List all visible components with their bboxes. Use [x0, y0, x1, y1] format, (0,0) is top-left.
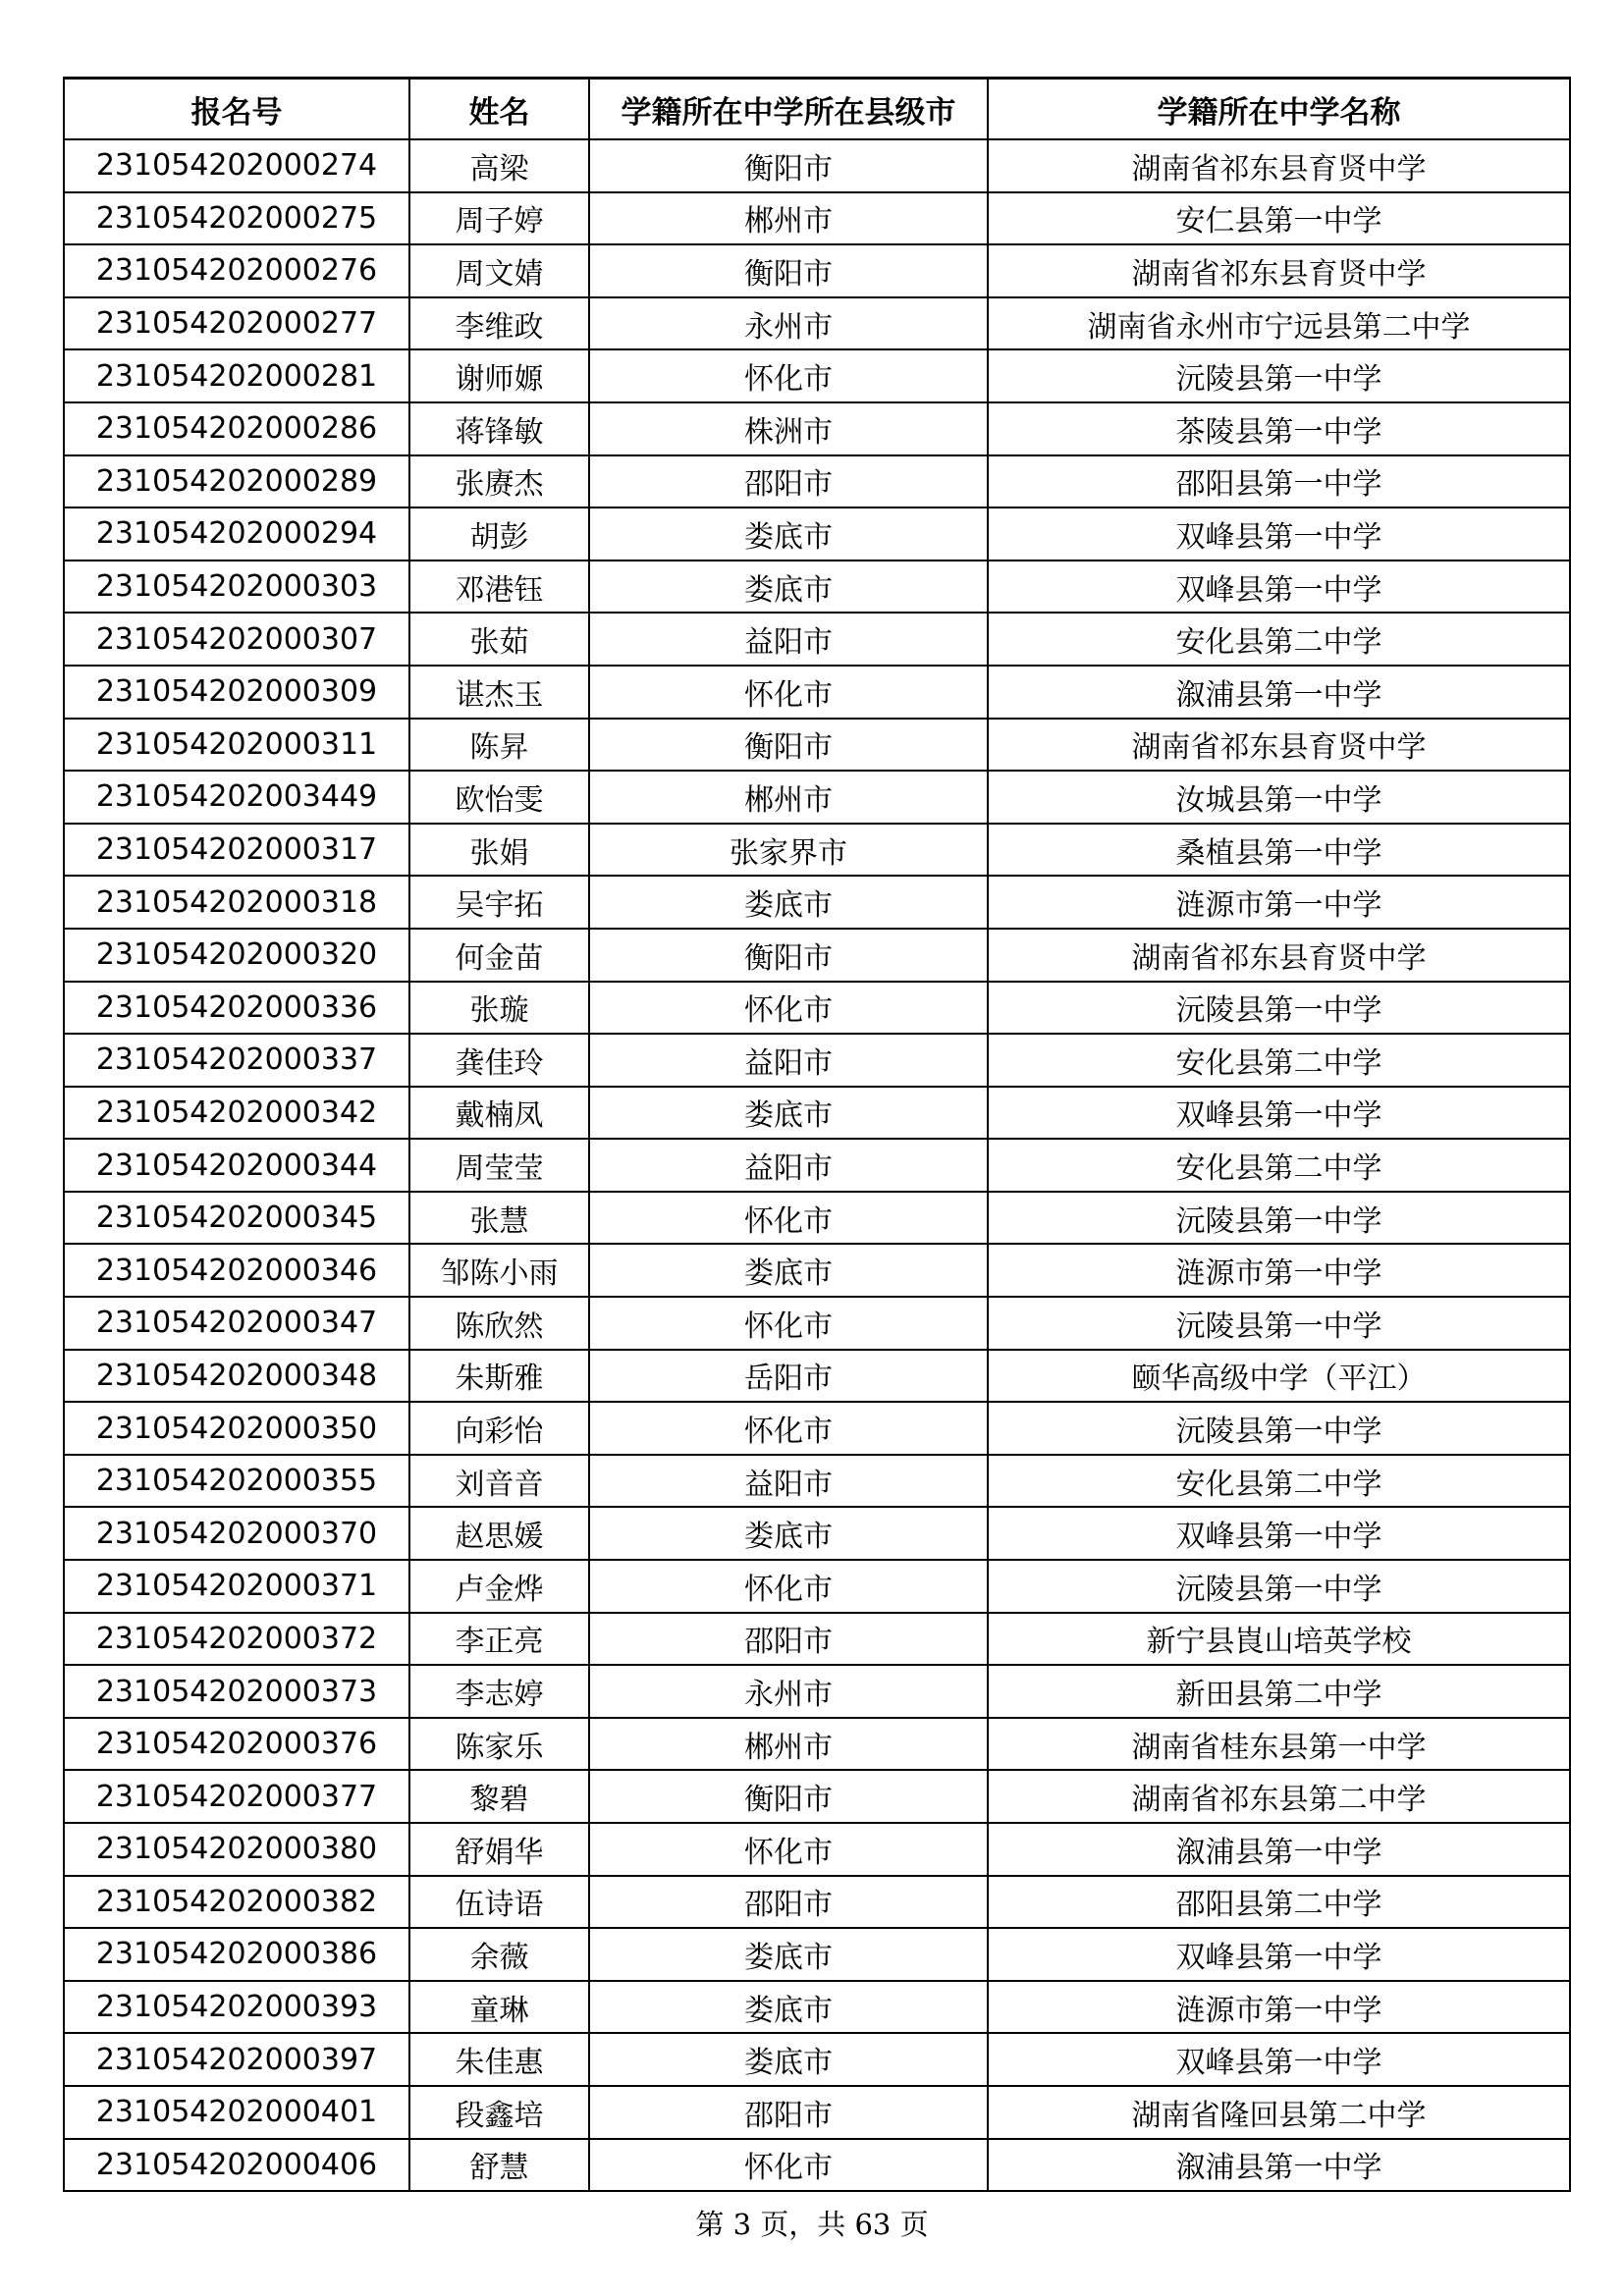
- school-name-cell: 安化县第二中学: [988, 1139, 1570, 1192]
- table-row: [64, 982, 1570, 1035]
- student-name-cell: 胡彭: [409, 507, 589, 561]
- student-name-cell: 何金苗: [409, 929, 589, 982]
- registration-number-cell: 231054202003449: [64, 771, 409, 824]
- student-name-cell: 李维政: [409, 297, 589, 350]
- student-name-cell: 谌杰玉: [409, 666, 589, 719]
- county-city-cell: 娄底市: [589, 561, 988, 614]
- header-registration-number: 报名号: [64, 79, 409, 140]
- student-name-cell: 陈欣然: [409, 1297, 589, 1350]
- school-name-cell: 沅陵县第一中学: [988, 1560, 1570, 1613]
- registration-number-cell: 231054202000377: [64, 1770, 409, 1823]
- registration-number-cell: 231054202000320: [64, 929, 409, 982]
- school-name-cell: 双峰县第一中学: [988, 1507, 1570, 1560]
- registration-number-cell: 231054202000350: [64, 1402, 409, 1455]
- school-name-cell: 邵阳县第一中学: [988, 455, 1570, 508]
- county-city-cell: 娄底市: [589, 1928, 988, 1981]
- county-city-cell: 怀化市: [589, 982, 988, 1035]
- table-row: [64, 1455, 1570, 1508]
- registration-number-cell: 231054202000376: [64, 1718, 409, 1771]
- registration-number-cell: 231054202000275: [64, 192, 409, 245]
- registration-number-cell: 231054202000346: [64, 1244, 409, 1297]
- table-row: [64, 402, 1570, 455]
- registration-number-cell: 231054202000355: [64, 1455, 409, 1508]
- county-city-cell: 益阳市: [589, 1034, 988, 1087]
- school-name-cell: 涟源市第一中学: [988, 1981, 1570, 2034]
- county-city-cell: 郴州市: [589, 1718, 988, 1771]
- county-city-cell: 衡阳市: [589, 929, 988, 982]
- school-name-cell: 湖南省桂东县第一中学: [988, 1718, 1570, 1771]
- table-row: [64, 1718, 1570, 1771]
- table-row: [64, 507, 1570, 561]
- table-row: [64, 1507, 1570, 1560]
- school-name-cell: 桑植县第一中学: [988, 824, 1570, 877]
- registration-number-cell: 231054202000401: [64, 2086, 409, 2139]
- school-name-cell: 湖南省祁东县育贤中学: [988, 139, 1570, 192]
- table-row: [64, 613, 1570, 666]
- student-name-cell: 欧怡雯: [409, 771, 589, 824]
- table-row: [64, 1402, 1570, 1455]
- county-city-cell: 娄底市: [589, 507, 988, 561]
- county-city-cell: 怀化市: [589, 2139, 988, 2192]
- student-name-cell: 张娟: [409, 824, 589, 877]
- table-row: [64, 929, 1570, 982]
- student-name-cell: 朱斯雅: [409, 1350, 589, 1403]
- registration-number-cell: 231054202000336: [64, 982, 409, 1035]
- registration-number-cell: 231054202000276: [64, 244, 409, 297]
- county-city-cell: 邵阳市: [589, 455, 988, 508]
- registration-number-cell: 231054202000289: [64, 455, 409, 508]
- student-name-cell: 蒋锋敏: [409, 402, 589, 455]
- county-city-cell: 益阳市: [589, 1455, 988, 1508]
- school-name-cell: 涟源市第一中学: [988, 876, 1570, 929]
- school-name-cell: 沅陵县第一中学: [988, 1297, 1570, 1350]
- county-city-cell: 邵阳市: [589, 1613, 988, 1666]
- county-city-cell: 株洲市: [589, 402, 988, 455]
- county-city-cell: 衡阳市: [589, 139, 988, 192]
- registration-number-cell: 231054202000281: [64, 349, 409, 402]
- registration-number-cell: 231054202000393: [64, 1981, 409, 2034]
- county-city-cell: 娄底市: [589, 876, 988, 929]
- registration-number-cell: 231054202000370: [64, 1507, 409, 1560]
- county-city-cell: 衡阳市: [589, 719, 988, 772]
- student-name-cell: 舒慧: [409, 2139, 589, 2192]
- registration-number-cell: 231054202000277: [64, 297, 409, 350]
- student-name-cell: 张慧: [409, 1192, 589, 1245]
- table-row: [64, 2086, 1570, 2139]
- table-row: [64, 719, 1570, 772]
- school-name-cell: 安化县第二中学: [988, 1034, 1570, 1087]
- student-name-cell: 张赓杰: [409, 455, 589, 508]
- school-name-cell: 安化县第二中学: [988, 613, 1570, 666]
- school-name-cell: 安仁县第一中学: [988, 192, 1570, 245]
- registration-number-cell: 231054202000337: [64, 1034, 409, 1087]
- table-row: [64, 1770, 1570, 1823]
- registration-number-cell: 231054202000318: [64, 876, 409, 929]
- table-row: [64, 1560, 1570, 1613]
- registration-number-cell: 231054202000303: [64, 561, 409, 614]
- table-row: [64, 1876, 1570, 1929]
- school-name-cell: 湖南省祁东县育贤中学: [988, 929, 1570, 982]
- county-city-cell: 怀化市: [589, 1192, 988, 1245]
- table-row: [64, 455, 1570, 508]
- student-name-cell: 周文婧: [409, 244, 589, 297]
- county-city-cell: 郴州市: [589, 771, 988, 824]
- school-name-cell: 涟源市第一中学: [988, 1244, 1570, 1297]
- registration-number-cell: 231054202000286: [64, 402, 409, 455]
- school-name-cell: 沅陵县第一中学: [988, 1192, 1570, 1245]
- registration-number-cell: 231054202000347: [64, 1297, 409, 1350]
- student-name-cell: 吴宇拓: [409, 876, 589, 929]
- student-name-cell: 戴楠凤: [409, 1087, 589, 1140]
- table-row: [64, 1034, 1570, 1087]
- registration-number-cell: 231054202000382: [64, 1876, 409, 1929]
- registration-number-cell: 231054202000348: [64, 1350, 409, 1403]
- student-name-cell: 周子婷: [409, 192, 589, 245]
- county-city-cell: 娄底市: [589, 1507, 988, 1560]
- table-row: [64, 1139, 1570, 1192]
- student-name-cell: 高梁: [409, 139, 589, 192]
- student-name-cell: 黎碧: [409, 1770, 589, 1823]
- county-city-cell: 衡阳市: [589, 1770, 988, 1823]
- registration-number-cell: 231054202000386: [64, 1928, 409, 1981]
- school-name-cell: 湖南省祁东县育贤中学: [988, 719, 1570, 772]
- table-row: [64, 1981, 1570, 2034]
- school-name-cell: 溆浦县第一中学: [988, 1823, 1570, 1876]
- roster-table: [63, 77, 1571, 2192]
- county-city-cell: 怀化市: [589, 666, 988, 719]
- county-city-cell: 永州市: [589, 1665, 988, 1718]
- student-name-cell: 伍诗语: [409, 1876, 589, 1929]
- school-name-cell: 湖南省隆回县第二中学: [988, 2086, 1570, 2139]
- header-name: 姓名: [409, 79, 589, 140]
- school-name-cell: 双峰县第一中学: [988, 507, 1570, 561]
- student-name-cell: 刘音音: [409, 1455, 589, 1508]
- registration-number-cell: 231054202000380: [64, 1823, 409, 1876]
- county-city-cell: 怀化市: [589, 1402, 988, 1455]
- table-row: [64, 666, 1570, 719]
- student-name-cell: 卢金烨: [409, 1560, 589, 1613]
- county-city-cell: 益阳市: [589, 613, 988, 666]
- registration-number-cell: 231054202000311: [64, 719, 409, 772]
- county-city-cell: 邵阳市: [589, 2086, 988, 2139]
- county-city-cell: 娄底市: [589, 1244, 988, 1297]
- table-row: [64, 824, 1570, 877]
- registration-number-cell: 231054202000345: [64, 1192, 409, 1245]
- county-city-cell: 怀化市: [589, 1823, 988, 1876]
- school-name-cell: 新田县第二中学: [988, 1665, 1570, 1718]
- school-name-cell: 沅陵县第一中学: [988, 349, 1570, 402]
- county-city-cell: 岳阳市: [589, 1350, 988, 1403]
- header-county-city: 学籍所在中学所在县级市: [589, 79, 988, 140]
- table-row: [64, 1350, 1570, 1403]
- county-city-cell: 怀化市: [589, 1297, 988, 1350]
- school-name-cell: 邵阳县第二中学: [988, 1876, 1570, 1929]
- table-row: [64, 1823, 1570, 1876]
- registration-number-cell: 231054202000274: [64, 139, 409, 192]
- school-name-cell: 湖南省祁东县育贤中学: [988, 244, 1570, 297]
- student-name-cell: 舒娟华: [409, 1823, 589, 1876]
- student-name-cell: 陈昇: [409, 719, 589, 772]
- header-school-name: 学籍所在中学名称: [988, 79, 1570, 140]
- table-row: [64, 192, 1570, 245]
- school-name-cell: 沅陵县第一中学: [988, 982, 1570, 1035]
- student-name-cell: 赵思媛: [409, 1507, 589, 1560]
- table-row: [64, 561, 1570, 614]
- table-row: [64, 1613, 1570, 1666]
- school-name-cell: 溆浦县第一中学: [988, 2139, 1570, 2192]
- table-row: [64, 1087, 1570, 1140]
- school-name-cell: 颐华高级中学（平江）: [988, 1350, 1570, 1403]
- school-name-cell: 双峰县第一中学: [988, 2033, 1570, 2086]
- student-name-cell: 谢师嫄: [409, 349, 589, 402]
- school-name-cell: 茶陵县第一中学: [988, 402, 1570, 455]
- registration-number-cell: 231054202000373: [64, 1665, 409, 1718]
- county-city-cell: 张家界市: [589, 824, 988, 877]
- student-name-cell: 李志婷: [409, 1665, 589, 1718]
- county-city-cell: 娄底市: [589, 2033, 988, 2086]
- county-city-cell: 益阳市: [589, 1139, 988, 1192]
- registration-number-cell: 231054202000371: [64, 1560, 409, 1613]
- registration-number-cell: 231054202000294: [64, 507, 409, 561]
- table-row: [64, 1928, 1570, 1981]
- student-name-cell: 周莹莹: [409, 1139, 589, 1192]
- county-city-cell: 永州市: [589, 297, 988, 350]
- registration-number-cell: 231054202000309: [64, 666, 409, 719]
- table-row: [64, 349, 1570, 402]
- table-row: [64, 1297, 1570, 1350]
- school-name-cell: 新宁县崀山培英学校: [988, 1613, 1570, 1666]
- table-row: [64, 876, 1570, 929]
- table-row: [64, 244, 1570, 297]
- table-row: [64, 2033, 1570, 2086]
- student-name-cell: 邓港钰: [409, 561, 589, 614]
- county-city-cell: 娄底市: [589, 1981, 988, 2034]
- student-name-cell: 龚佳玲: [409, 1034, 589, 1087]
- county-city-cell: 怀化市: [589, 1560, 988, 1613]
- school-name-cell: 汝城县第一中学: [988, 771, 1570, 824]
- student-name-cell: 张璇: [409, 982, 589, 1035]
- table-row: [64, 1192, 1570, 1245]
- table-row: [64, 1665, 1570, 1718]
- school-name-cell: 沅陵县第一中学: [988, 1402, 1570, 1455]
- registration-number-cell: 231054202000307: [64, 613, 409, 666]
- student-name-cell: 向彩怡: [409, 1402, 589, 1455]
- school-name-cell: 溆浦县第一中学: [988, 666, 1570, 719]
- student-name-cell: 段鑫培: [409, 2086, 589, 2139]
- registration-number-cell: 231054202000344: [64, 1139, 409, 1192]
- student-name-cell: 李正亮: [409, 1613, 589, 1666]
- table-row: [64, 139, 1570, 192]
- student-name-cell: 邹陈小雨: [409, 1244, 589, 1297]
- county-city-cell: 怀化市: [589, 349, 988, 402]
- table-row: [64, 297, 1570, 350]
- registration-number-cell: 231054202000406: [64, 2139, 409, 2192]
- school-name-cell: 湖南省永州市宁远县第二中学: [988, 297, 1570, 350]
- school-name-cell: 双峰县第一中学: [988, 561, 1570, 614]
- registration-number-cell: 231054202000372: [64, 1613, 409, 1666]
- page-number: 第 3 页，共 63 页: [695, 2208, 929, 2241]
- school-name-cell: 双峰县第一中学: [988, 1087, 1570, 1140]
- table-row: [64, 1244, 1570, 1297]
- school-name-cell: 湖南省祁东县第二中学: [988, 1770, 1570, 1823]
- table-row: [64, 771, 1570, 824]
- student-name-cell: 张茹: [409, 613, 589, 666]
- county-city-cell: 娄底市: [589, 1087, 988, 1140]
- student-name-cell: 童琳: [409, 1981, 589, 2034]
- registration-number-cell: 231054202000397: [64, 2033, 409, 2086]
- student-name-cell: 余薇: [409, 1928, 589, 1981]
- table-row: [64, 2139, 1570, 2192]
- table-body: [64, 139, 1570, 2191]
- table-header-row: [64, 79, 1570, 140]
- county-city-cell: 衡阳市: [589, 244, 988, 297]
- registration-number-cell: 231054202000342: [64, 1087, 409, 1140]
- school-name-cell: 双峰县第一中学: [988, 1928, 1570, 1981]
- county-city-cell: 郴州市: [589, 192, 988, 245]
- student-name-cell: 陈家乐: [409, 1718, 589, 1771]
- registration-number-cell: 231054202000317: [64, 824, 409, 877]
- student-name-cell: 朱佳惠: [409, 2033, 589, 2086]
- school-name-cell: 安化县第二中学: [988, 1455, 1570, 1508]
- county-city-cell: 邵阳市: [589, 1876, 988, 1929]
